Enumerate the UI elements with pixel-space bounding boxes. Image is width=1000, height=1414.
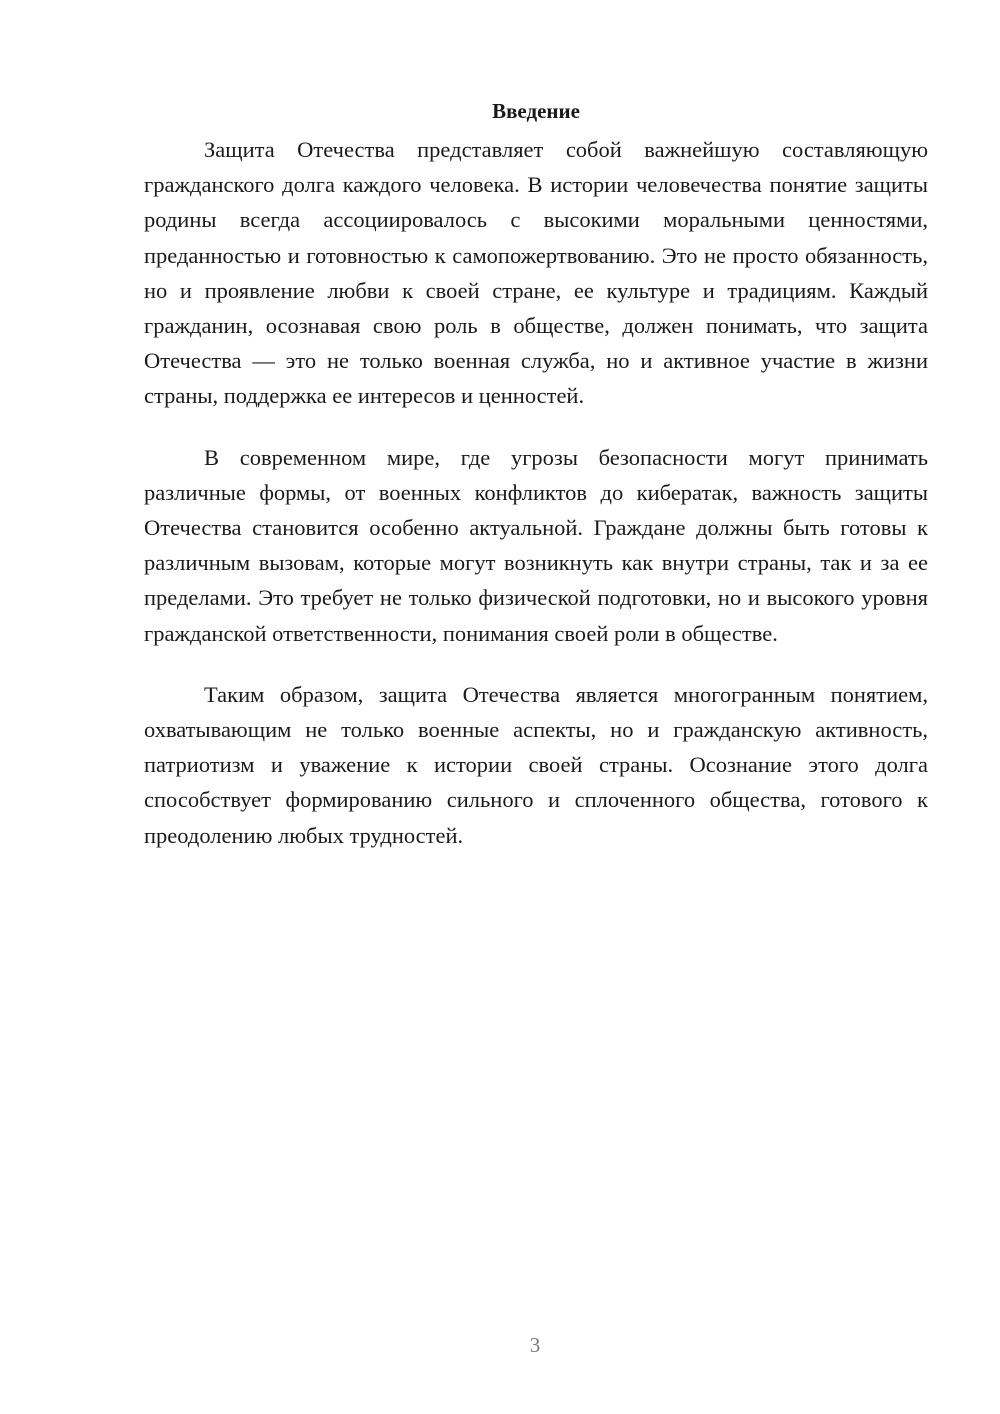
paragraph-2: В современном мире, где угрозы безопасности могут принимать различные формы, от военных конфликтов до кибератак, важность защиты Отечества становится особенно актуальной. Граждане должны быть готовы к различным вызовам, которые могут возникнуть как внутри страны, так и за ее пределами. Это требует не только физической подготовки, но и высокого уровня гражданской ответственности, понимания своей роли в обществе. xyxy=(144,444,928,646)
page-number: 3 xyxy=(529,1333,541,1357)
paragraph-1: Защита Отечества представляет собой важнейшую составляющую гражданского долга каждого человека. В истории человечества понятие защиты родины всегда ассоциировалось с высокими моральными ценностями, преданностью и готовностью к самопожертвованию. Это не просто обязанность, но и проявление любви к своей стране, ее культуре и традициям. Каждый гражданин, осознавая свою роль в обществе, должен понимать, что защита Отечества — это не только военная служба, но и активное участие в жизни страны, поддержка ее интересов и ценностей. xyxy=(144,137,928,409)
page-content xyxy=(144,96,928,879)
paragraph-3: Таким образом, защита Отечества является многогранным понятием, охватывающим не только военные аспекты, но и гражданскую активность, патриотизм и уважение к истории своей страны. Осознание этого долга способствует формированию сильного и сплоченного общества, готового к преодолению любых трудностей. xyxy=(144,681,928,848)
section-heading: Введение xyxy=(492,99,580,123)
